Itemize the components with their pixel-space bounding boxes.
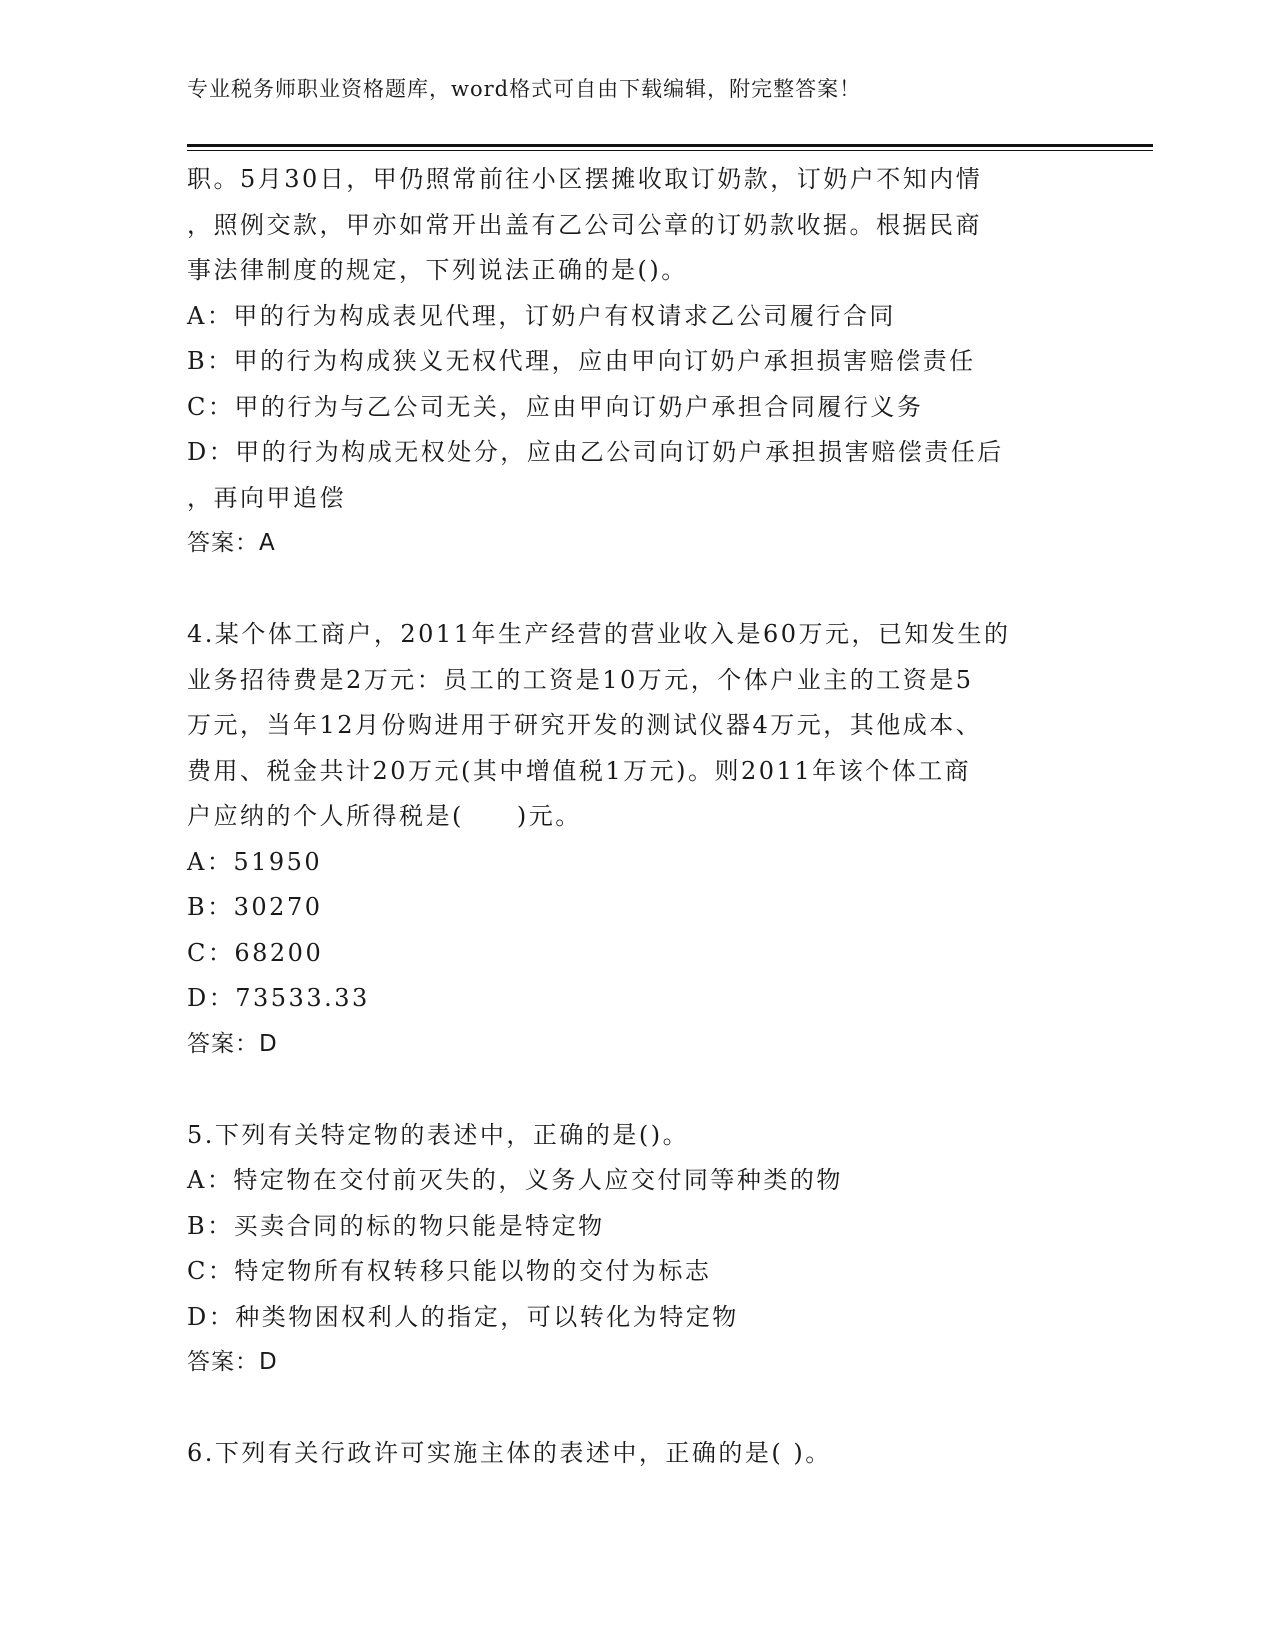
q3-option-d: D：甲的行为构成无权处分，应由乙公司向订奶户承担损害赔偿责任后: [187, 438, 1004, 466]
q4-option-d: D：73533.33: [187, 984, 370, 1012]
q4-option-a: A：51950: [187, 847, 323, 876]
spacer: [187, 1386, 1087, 1432]
q5-option-a: A：特定物在交付前灭失的，义务人应交付同等种类的物: [187, 1166, 843, 1194]
q5-option-b: B：买卖合同的标的物只能是特定物: [187, 1211, 605, 1240]
q4-stem-line: 万元，当年12月份购进用于研究开发的测试仪器4万元，其他成本、: [187, 711, 983, 739]
q5-option-c: C：特定物所有权转移只能以物的交付为标志: [187, 1257, 712, 1285]
q5-answer: 答案：D: [187, 1349, 278, 1375]
q3-stem-line: 事法律制度的规定，下列说法正确的是()。: [187, 256, 688, 284]
q5-option-d: D：种类物困权利人的指定，可以转化为特定物: [187, 1302, 739, 1331]
q3-option-d: ，再向甲追偿: [187, 483, 346, 512]
spacer: [187, 567, 1087, 613]
q4-stem-line: 业务招待费是2万元：员工的工资是10万元，个体户业主的工资是5: [187, 665, 974, 694]
q4-option-c: C：68200: [187, 938, 324, 967]
q3-option-c: C：甲的行为与乙公司无关，应由甲向订奶户承担合同履行义务: [187, 392, 924, 421]
q3-option-b: B：甲的行为构成狭义无权代理，应由甲向订奶户承担损害赔偿责任: [187, 347, 976, 375]
q3-answer: 答案：A: [187, 530, 276, 556]
question-content: [187, 157, 1087, 1477]
header-rule-thin: [187, 150, 1153, 151]
page-header: 专业税务师职业资格题库，word格式可自由下载编辑，附完整答案！: [187, 77, 862, 101]
q4-stem-line: 4.某个体工商户，2011年生产经营的营业收入是60万元，已知发生的: [187, 620, 1011, 648]
q3-stem-line: 职。5月30日，甲仍照常前往小区摆摊收取订奶款，订奶户不知内情: [187, 165, 983, 193]
q5-stem: 5.下列有关特定物的表述中，正确的是()。: [187, 1120, 690, 1149]
q3-option-a: A：甲的行为构成表见代理，订奶户有权请求乙公司履行合同: [187, 301, 896, 330]
q4-option-b: B：30270: [187, 893, 323, 921]
q6-stem: 6.下列有关行政许可实施主体的表述中，正确的是( )。: [187, 1439, 832, 1467]
header-rule-thick: [187, 144, 1153, 147]
q4-stem-line: 户应纳的个人所得税是( )元。: [187, 802, 582, 830]
q4-stem-line: 费用、税金共计20万元(其中增值税1万元)。则2011年该个体工商: [187, 756, 972, 785]
q3-stem-line: ，照例交款，甲亦如常开出盖有乙公司公章的订奶款收据。根据民商: [187, 210, 982, 239]
q4-answer: 答案：D: [187, 1030, 278, 1057]
spacer: [187, 1067, 1087, 1113]
